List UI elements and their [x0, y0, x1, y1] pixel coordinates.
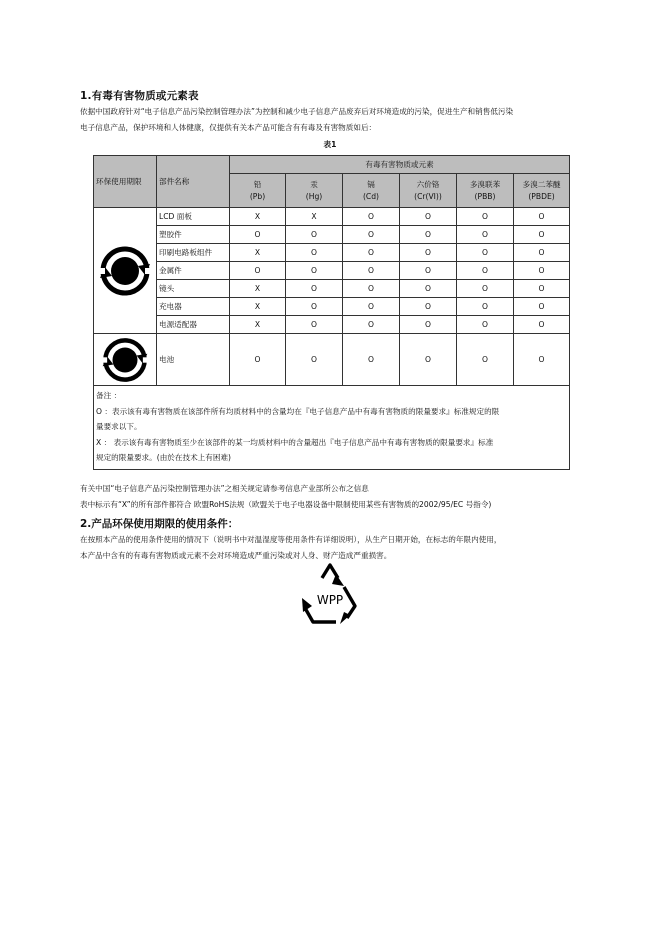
substance-header-5 — [514, 174, 570, 208]
substance-header-0 — [230, 174, 286, 208]
substance-value-cell: O — [514, 208, 570, 226]
recycle-label: WPP — [316, 593, 344, 607]
substance-value-cell: O — [457, 262, 514, 280]
substance-symbol: (PBB) — [474, 191, 496, 201]
epup-10-cell — [94, 208, 157, 334]
substance-value-cell: O — [400, 208, 457, 226]
substance-value-cell: O — [230, 334, 286, 386]
substance-value-cell: O — [343, 334, 400, 386]
substance-name: 汞 — [310, 179, 318, 189]
substance-value-cell: O — [514, 262, 570, 280]
note-title: 备注 ： — [96, 391, 122, 400]
table-row — [94, 280, 570, 298]
part-name-cell: 电池 — [157, 334, 230, 386]
substance-value-cell: O — [457, 208, 514, 226]
rohs-paragraph: 表中标示有“X”的所有部件都符合 欧盟RoHS法规（欧盟关于电子电器设备中限制使用某些有害物质的2002/95/EC 号指令) — [80, 500, 492, 509]
substance-symbol: (Cd) — [362, 191, 380, 201]
substance-name: 多溴二苯醚 — [522, 179, 561, 189]
intro-line-2: 电子信息产品，保护环境和人体健康，仅提供有关本产品可能含有有毒及有害物质如后： — [80, 123, 377, 132]
table-row — [94, 316, 570, 334]
part-name-cell: 金属件 — [157, 262, 230, 280]
substance-value-cell: O — [400, 316, 457, 334]
substance-value-cell: O — [343, 262, 400, 280]
part-name-cell: 印刷电路板组件 — [157, 244, 230, 262]
substance-name: 铅 — [253, 179, 262, 189]
table-note — [94, 386, 570, 470]
header-substance-group: 有毒有害物质或元素 — [230, 156, 570, 174]
epup-5-icon — [100, 335, 150, 385]
recycle-wpp-icon — [292, 560, 368, 630]
substance-value-cell: O — [514, 244, 570, 262]
substance-value-cell: O — [343, 244, 400, 262]
table-row — [94, 244, 570, 262]
substance-value-cell: O — [457, 334, 514, 386]
part-name-cell: 镜头 — [157, 280, 230, 298]
substance-value-cell: O — [400, 298, 457, 316]
substance-value-cell: O — [457, 316, 514, 334]
substance-header-4 — [457, 174, 514, 208]
regulation-paragraph: 有关中国“电子信息产品污染控制管理办法”之相关规定请参考信息产业部所公布之信息 — [80, 484, 369, 493]
part-name-cell: LCD 面板 — [157, 208, 230, 226]
table-row — [94, 298, 570, 316]
substance-value-cell: O — [400, 226, 457, 244]
epup-10-icon — [97, 243, 153, 299]
substance-name: 多溴联苯 — [469, 179, 501, 189]
conditions-line-2: 本产品中含有的有毒有害物质或元素不会对环境造成严重污染或对人身、财产造成严重损害。 — [80, 551, 392, 560]
substance-symbol: (Hg) — [305, 191, 323, 201]
substance-value-cell: O — [343, 280, 400, 298]
substance-header-2 — [343, 174, 400, 208]
substance-value-cell: O — [514, 316, 570, 334]
substance-value-cell: O — [457, 244, 514, 262]
substance-header-3 — [400, 174, 457, 208]
substance-value-cell: X — [230, 280, 286, 298]
substance-value-cell: O — [457, 298, 514, 316]
table-row — [94, 208, 570, 226]
substance-value-cell: O — [230, 226, 286, 244]
substance-value-cell: O — [286, 298, 343, 316]
section-heading-2: 2.产品环保使用期限的使用条件： — [80, 518, 239, 530]
epup-5-cell — [94, 334, 157, 386]
substance-value-cell: O — [286, 316, 343, 334]
substance-value-cell: O — [514, 280, 570, 298]
note-x-line-1: X ： 表示该有毒有害物质至少在该部件的某一均质材料中的含量超出『电子信息产品中有毒有害物质的限量要求』标准 — [96, 437, 494, 447]
substance-value-cell: X — [230, 316, 286, 334]
substance-value-cell: X — [230, 244, 286, 262]
substance-value-cell: O — [400, 262, 457, 280]
substance-symbol: (Pb) — [249, 191, 266, 201]
part-name-cell: 塑胶件 — [157, 226, 230, 244]
substance-value-cell: O — [230, 262, 286, 280]
header-part-name: 部件名称 — [157, 156, 230, 208]
substance-value-cell: O — [286, 280, 343, 298]
substance-value-cell: O — [286, 334, 343, 386]
substance-value-cell: X — [286, 208, 343, 226]
substance-header-1 — [286, 174, 343, 208]
substance-value-cell: X — [230, 298, 286, 316]
substance-value-cell: O — [343, 226, 400, 244]
note-x-line-2: 规定的限量要求。(由於在技术上有困难) — [96, 453, 232, 462]
substance-value-cell: O — [286, 244, 343, 262]
substance-value-cell: O — [343, 208, 400, 226]
substance-value-cell: O — [343, 298, 400, 316]
table-row — [94, 262, 570, 280]
substance-value-cell: O — [343, 316, 400, 334]
substance-value-cell: O — [286, 262, 343, 280]
substance-value-cell: O — [457, 280, 514, 298]
substance-value-cell: O — [514, 226, 570, 244]
substance-symbol: (PBDE) — [528, 191, 555, 201]
table-row-battery — [94, 334, 570, 386]
substance-value-cell: O — [514, 334, 570, 386]
substance-symbol: (Cr(VI)) — [414, 191, 442, 201]
section-heading-1: 1.有毒有害物质或元素表 — [80, 90, 199, 102]
table-caption: 表1 — [323, 140, 337, 149]
substance-value-cell: O — [457, 226, 514, 244]
part-name-cell: 电源适配器 — [157, 316, 230, 334]
header-period: 环保使用期限 — [94, 156, 157, 208]
note-o-line-2: 量要求以下。 — [96, 422, 142, 431]
substance-name: 六价铬 — [416, 179, 440, 189]
substance-value-cell: X — [230, 208, 286, 226]
substance-name: 镉 — [367, 179, 375, 189]
table-row — [94, 226, 570, 244]
substance-value-cell: O — [400, 244, 457, 262]
substance-value-cell: O — [400, 280, 457, 298]
note-o-line-1: O ：表示该有毒有害物质在该部件所有均质材料中的含量均在『电子信息产品中有毒有害物质的限量要求』标准规定的限 — [96, 406, 500, 416]
hazardous-substance-table — [93, 155, 570, 470]
intro-line-1: 依据中国政府针对“电子信息产品污染控制管理办法”为控制和减少电子信息产品废弃后对环境造成的污染，促进生产和销售低污染 — [80, 107, 514, 116]
conditions-line-1: 在按照本产品的使用条件使用的情况下（说明书中对温湿度等使用条件有详细说明），从生产日期开始，在标志的年限内使用， — [80, 535, 502, 544]
intro-paragraph — [80, 104, 513, 136]
substance-value-cell: O — [514, 298, 570, 316]
substance-value-cell: O — [286, 226, 343, 244]
part-name-cell: 充电器 — [157, 298, 230, 316]
substance-value-cell: O — [400, 334, 457, 386]
